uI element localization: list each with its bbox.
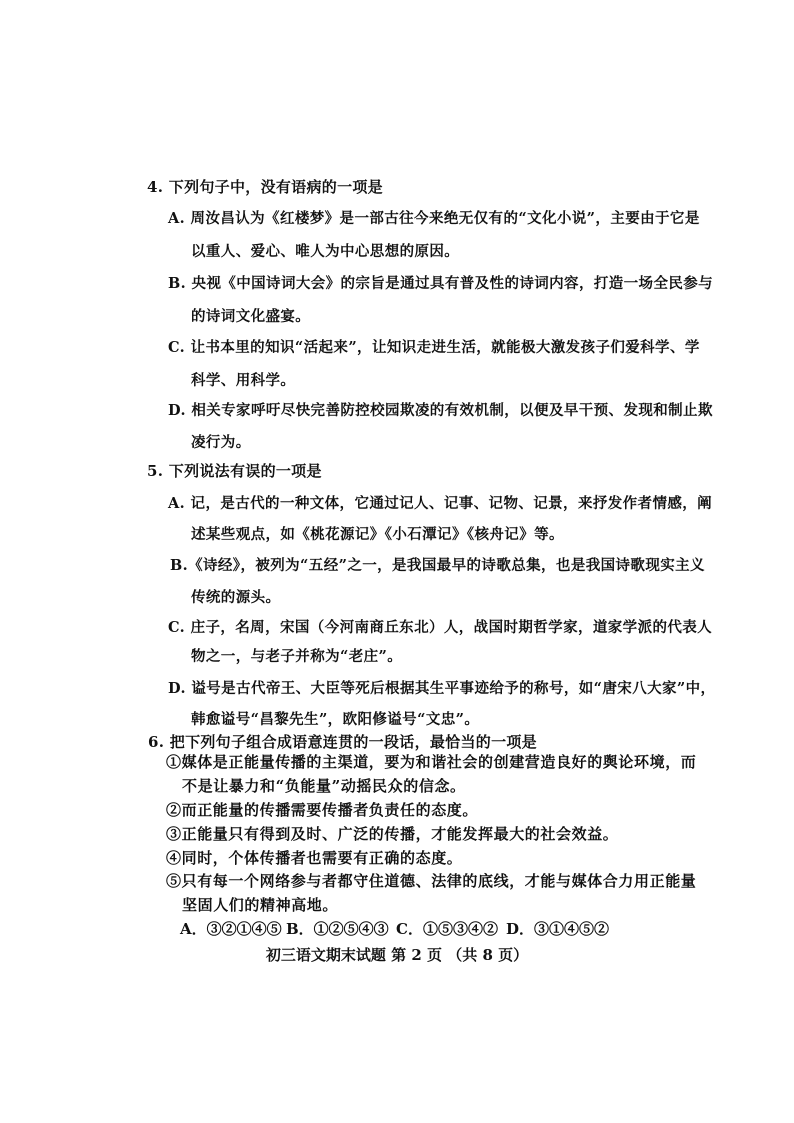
q4-option-a-line-1: A. 周汝昌认为《红楼梦》是一部古往今来绝无仅有的“文化小说”，主要由于它是 (168, 210, 700, 227)
page-footer: 初三语文期末试题 第 2 页 （共 8 页） (265, 946, 529, 964)
q6-sentence-1-line-1: ①媒体是正能量传播的主渠道，要为和谐社会的创建营造良好的舆论环境，而 (166, 753, 697, 771)
question-4-stem: 4. 下列句子中，没有语病的一项是 (147, 178, 383, 196)
q6-choice-c: C．①⑤③④② (396, 920, 498, 938)
q4-option-a-line-2: 以重人、爱心、唯人为中心思想的原因。 (191, 243, 460, 260)
q5-option-d-line-2: 韩愈谥号“昌黎先生”，欧阳修谥号“文忠”。 (191, 711, 480, 728)
q5-option-a-line-2: 述某些观点，如《桃花源记》《小石潭记》《核舟记》等。 (191, 526, 564, 543)
q5-option-a-line-1: A. 记，是古代的一种文体，它通过记人、记事、记物、记景，来抒发作者情感，阐 (168, 495, 713, 512)
question-6-stem: 6. 把下列句子组合成语意连贯的一段话，最恰当的一项是 (148, 733, 537, 751)
q6-choices (180, 918, 609, 939)
q4-option-d-line-1: D. 相关专家呼吁尽快完善防控校园欺凌的有效机制，以便及早干预、发现和制止欺 (168, 402, 713, 419)
q4-option-c-line-1: C. 让书本里的知识“活起来”，让知识走进生活，就能极大激发孩子们爱科学、学 (168, 339, 700, 356)
q5-option-c-line-2: 物之一，与老子并称为“老庄”。 (191, 648, 403, 665)
q6-sentence-3: ③正能量只有得到及时、广泛的传播，才能发挥最大的社会效益。 (166, 825, 619, 843)
q6-sentence-4: ④同时，个体传播者也需要有正确的态度。 (166, 849, 463, 867)
q6-sentence-5-line-1: ⑤只有每一个网络参与者都守住道德、法律的底线，才能与媒体合力用正能量 (166, 872, 697, 890)
q6-sentence-5-line-2: 坚固人们的精神高地。 (182, 896, 339, 914)
q5-option-b-line-1: B.《诗经》，被列为“五经”之一，是我国最早的诗歌总集，也是我国诗歌现实主义 (170, 557, 705, 574)
q6-choice-d: D．③①④⑤② (506, 920, 610, 938)
q4-option-d-line-2: 凌行为。 (191, 434, 251, 451)
q6-sentence-1-line-2: 不是让暴力和“负能量”动摇民众的信念。 (182, 777, 466, 795)
q5-option-c-line-1: C. 庄子，名周，宋国（今河南商丘东北）人，战国时期哲学家，道家学派的代表人 (168, 619, 713, 636)
q6-choice-b: B．①②⑤④③ (286, 920, 389, 938)
q4-option-c-line-2: 科学、用科学。 (191, 372, 296, 389)
q4-option-b-line-2: 的诗词文化盛宴。 (191, 308, 311, 325)
q4-option-b-line-1: B. 央视《中国诗词大会》的宗旨是通过具有普及性的诗词内容，打造一场全民参与 (168, 275, 714, 292)
question-5-stem: 5. 下列说法有误的一项是 (147, 462, 322, 480)
q5-option-b-line-2: 传统的源头。 (191, 589, 281, 606)
q5-option-d-line-1: D. 谥号是古代帝王、大臣等死后根据其生平事迹给予的称号，如“唐宋八大家”中， (168, 680, 716, 697)
q6-sentence-2: ②而正能量的传播需要传播者负责任的态度。 (166, 801, 479, 819)
q6-choice-a: A．③②①④⑤ (180, 920, 282, 938)
